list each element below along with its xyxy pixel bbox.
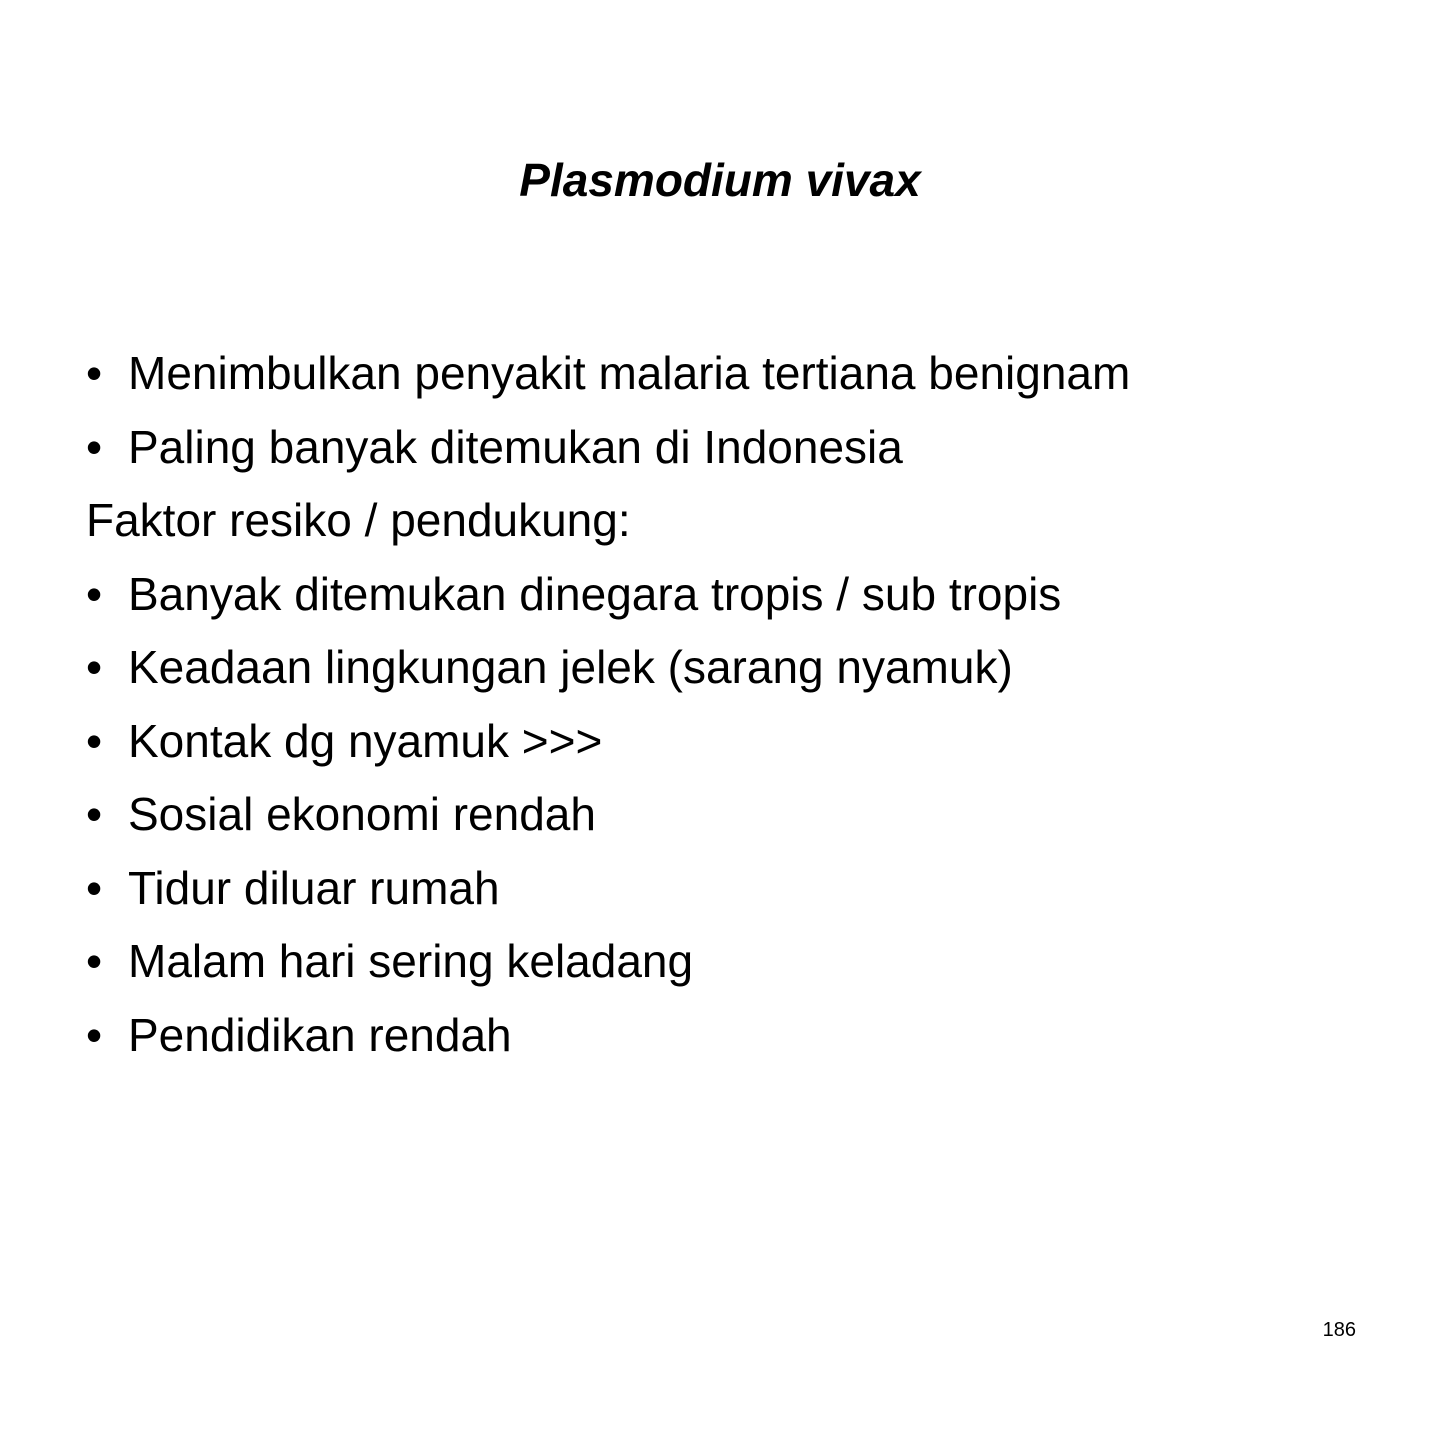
factors-heading: Faktor resiko / pendukung:	[86, 494, 631, 546]
list-item	[86, 337, 1386, 411]
content-list	[86, 337, 1386, 1072]
page-title: Plasmodium vivax	[519, 154, 921, 206]
list-item-text: Tidur diluar rumah	[128, 861, 500, 914]
list-item	[86, 999, 1386, 1073]
bullet-icon: •	[86, 347, 103, 399]
list-item	[86, 705, 1386, 779]
list-item	[86, 411, 1386, 485]
list-item-text: Keadaan lingkungan jelek (sarang nyamuk)	[128, 641, 1013, 693]
list-item-text: Sosial ekonomi rendah	[128, 788, 596, 840]
list-item-text: Paling banyak ditemukan di Indonesia	[128, 420, 903, 473]
list-item-text: Menimbulkan penyakit malaria tertiana benignam	[128, 347, 1131, 399]
bullet-icon: •	[86, 861, 103, 914]
list-item-text: Kontak dg nyamuk >>>	[128, 714, 603, 767]
bullet-icon: •	[86, 1008, 103, 1061]
list-item	[86, 558, 1386, 632]
list-item-text: Pendidikan rendah	[128, 1008, 512, 1061]
list-item	[86, 778, 1386, 852]
list-item	[86, 925, 1386, 999]
page-number: 186	[1322, 1319, 1356, 1341]
bullet-icon: •	[86, 788, 103, 840]
list-item-text: Malam hari sering keladang	[128, 935, 694, 987]
bullet-icon: •	[86, 567, 103, 620]
bullet-icon: •	[86, 935, 103, 987]
bullet-icon: •	[86, 641, 103, 693]
list-item-text: Banyak ditemukan dinegara tropis / sub tropis	[128, 567, 1062, 620]
bullet-icon: •	[86, 714, 103, 767]
list-item	[86, 852, 1386, 926]
list-item	[86, 631, 1386, 705]
bullet-icon: •	[86, 420, 103, 473]
